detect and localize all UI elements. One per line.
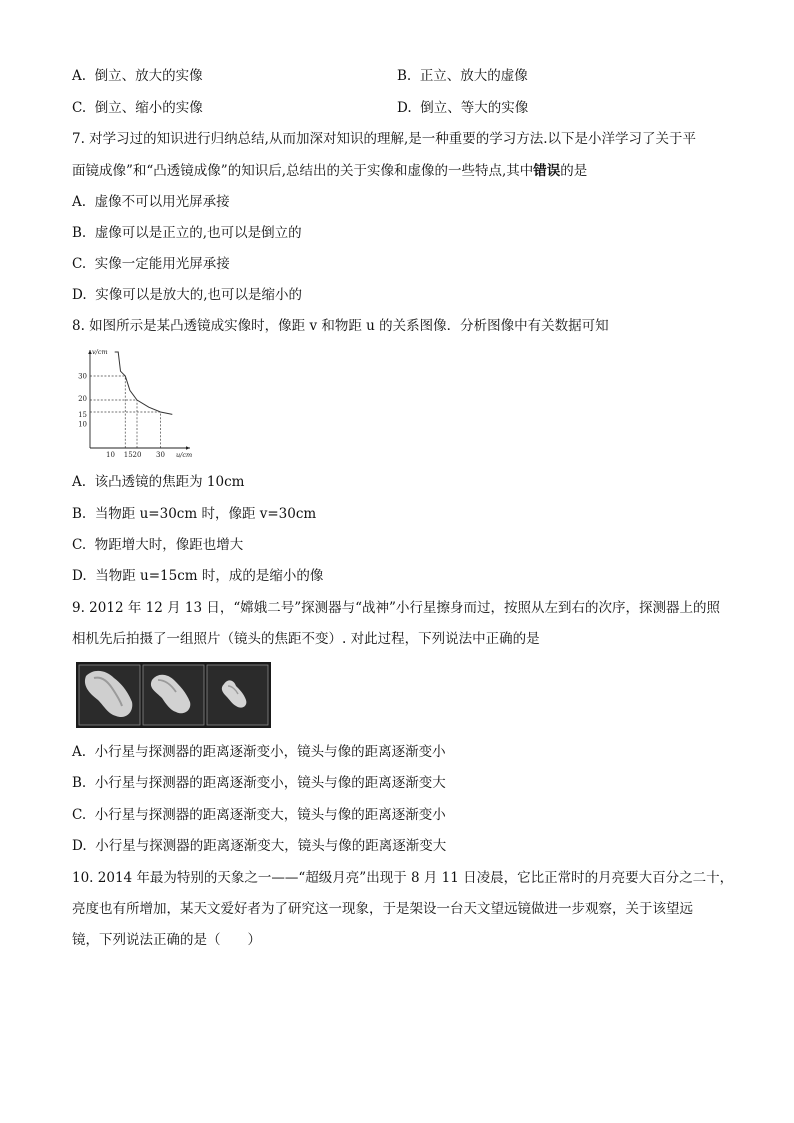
y-tick-label-3: 10 xyxy=(78,420,87,429)
chart-ylabel: v/cm xyxy=(92,348,108,356)
y-tick-label-2: 15 xyxy=(78,411,87,419)
chart-axes xyxy=(88,350,190,450)
y-tick-label-1: 20 xyxy=(78,395,87,403)
q7-option-b[interactable]: B. 虚像可以是正立的,也可以是倒立的 xyxy=(72,225,302,241)
asteroid-photo-2 xyxy=(143,665,204,725)
q6-option-a[interactable]: A. 倒立、放大的实像 xyxy=(72,68,203,84)
q8-option-d[interactable]: D. 当物距 u=15cm 时，成的是缩小的像 xyxy=(72,568,324,584)
q9-stem-line2: 相机先后拍摄了一组照片（镜头的焦距不变）. 对此过程，下列说法中正确的是 xyxy=(72,631,540,647)
q6-option-d[interactable]: D. 倒立、等大的实像 xyxy=(397,100,529,116)
q8-stem: 8. 如图所示是某凸透镜成实像时，像距 v 和物距 u 的关系图像．分析图像中有关数据可知 xyxy=(72,318,609,334)
chart-curve xyxy=(115,352,173,414)
q9-option-c[interactable]: C. 小行星与探测器的距离逐渐变大，镜头与像的距离逐渐变小 xyxy=(72,807,446,823)
q7-option-d[interactable]: D. 实像可以是放大的,也可以是缩小的 xyxy=(72,287,303,303)
x-tick-label-1: 15 xyxy=(123,451,133,459)
y-tick-label-0: 30 xyxy=(78,372,87,381)
chart-xlabel: u/cm xyxy=(176,451,193,459)
x-axis-arrow xyxy=(186,446,190,450)
q7-option-a[interactable]: A. 虚像不可以用光屏承接 xyxy=(72,194,230,210)
asteroid-photo-strip xyxy=(76,662,271,728)
image-distance-object-distance-graph xyxy=(74,346,198,462)
q10-stem-line3: 镜，下列说法正确的是（ ） xyxy=(72,932,261,948)
q6-option-c[interactable]: C. 倒立、缩小的实像 xyxy=(72,100,203,116)
x-tick-label-3: 30 xyxy=(156,451,165,459)
x-tick-label-2: 20 xyxy=(132,451,142,459)
q7-stem-line1: 7. 对学习过的知识进行归纳总结,从而加深对知识的理解,是一种重要的学习方法.以下是小洋学习了关于平 xyxy=(72,131,697,147)
asteroid-photo-3 xyxy=(207,665,268,725)
q6-option-b[interactable]: B. 正立、放大的虚像 xyxy=(397,68,528,84)
q10-stem-line1: 10. 2014 年最为特别的天象之一——“超级月亮”出现于 8 月 11 日凌晨，它比正常时的月亮要大百分之二十， xyxy=(72,870,734,886)
q8-option-a[interactable]: A. 该凸透镜的焦距为 10cm xyxy=(72,474,245,490)
q9-stem-line1: 9. 2012 年 12 月 13 日，“嫦娥二号”探测器与“战神”小行星擦身而过，按照从左到右的次序，探测器上的照 xyxy=(72,600,720,616)
q7-option-c[interactable]: C. 实像一定能用光屏承接 xyxy=(72,256,230,272)
q7-stem-line2: 面镜成像”和“凸透镜成像”的知识后,总结出的关于实像和虚像的一些特点,其中错误的是 xyxy=(72,163,588,179)
q9-option-a[interactable]: A. 小行星与探测器的距离逐渐变小，镜头与像的距离逐渐变小 xyxy=(72,744,446,760)
q9-option-b[interactable]: B. 小行星与探测器的距离逐渐变小，镜头与像的距离逐渐变大 xyxy=(72,775,446,791)
asteroid-photo-1 xyxy=(79,665,140,725)
q10-stem-line2: 亮度也有所增加，某天文爱好者为了研究这一现象，于是架设一台天文望远镜做进一步观察，关于该望远 xyxy=(72,901,693,917)
chart-ticks xyxy=(78,373,165,460)
q9-option-d[interactable]: D. 小行星与探测器的距离逐渐变大，镜头与像的距离逐渐变大 xyxy=(72,838,447,854)
q8-option-c[interactable]: C. 物距增大时，像距也增大 xyxy=(72,537,244,553)
x-tick-label-0: 10 xyxy=(106,451,115,459)
q7-emphasis: 错误 xyxy=(533,163,561,179)
chart-guides xyxy=(90,376,161,448)
q8-option-b[interactable]: B. 当物距 u=30cm 时，像距 v=30cm xyxy=(72,506,317,522)
